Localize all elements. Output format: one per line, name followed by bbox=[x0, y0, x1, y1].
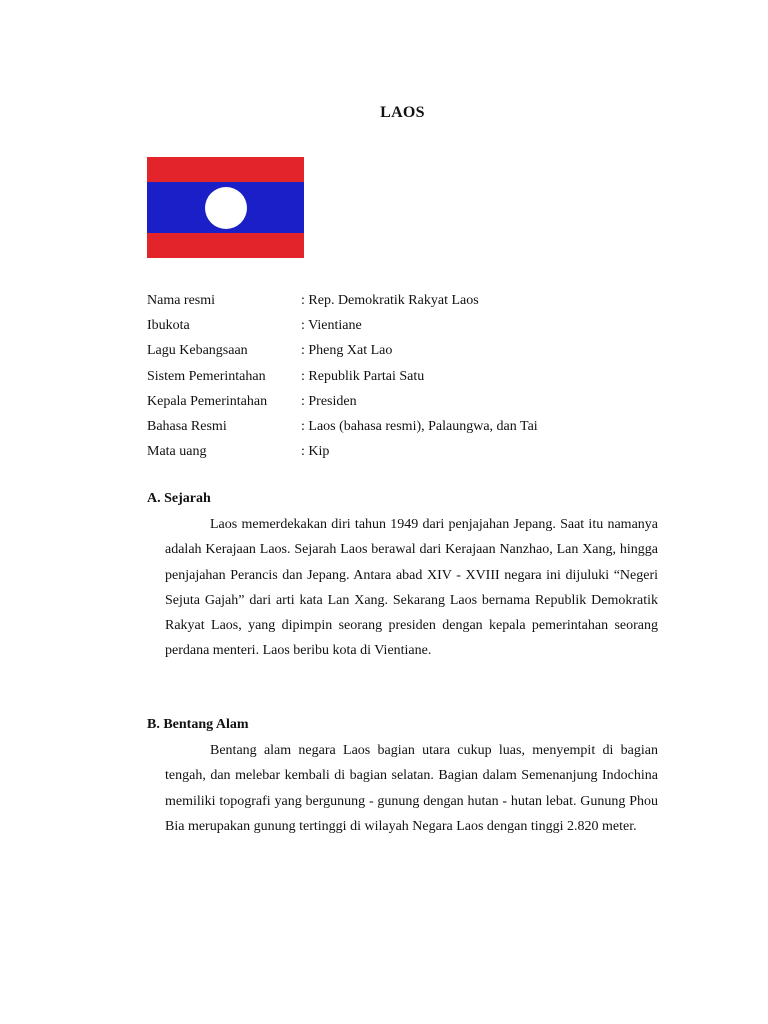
info-value: : Pheng Xat Lao bbox=[301, 343, 393, 359]
info-label: Mata uang bbox=[147, 444, 207, 460]
info-row bbox=[147, 364, 538, 389]
info-row bbox=[147, 439, 538, 464]
page-title: LAOS bbox=[380, 104, 425, 121]
info-label: Kepala Pemerintahan bbox=[147, 393, 268, 409]
country-info-table bbox=[147, 288, 538, 464]
flag-white-disc bbox=[205, 187, 247, 229]
info-value: : Vientiane bbox=[301, 318, 362, 334]
info-label: Ibukota bbox=[147, 318, 190, 334]
info-value: : Republik Partai Satu bbox=[301, 368, 425, 384]
flag-red-stripe-top bbox=[147, 157, 304, 182]
info-row bbox=[147, 338, 538, 363]
info-row bbox=[147, 313, 538, 338]
info-value: : Presiden bbox=[301, 393, 357, 409]
section-heading-sejarah: A. Sejarah bbox=[147, 491, 211, 506]
laos-flag-image bbox=[147, 157, 304, 258]
info-row bbox=[147, 389, 538, 414]
info-label: Sistem Pemerintahan bbox=[147, 368, 266, 384]
section-body-sejarah: Laos memerdekakan diri tahun 1949 dari penjajahan Jepang. Saat itu namanya adalah Kerajaan Laos. Sejarah Laos berawal dari Kerajaan Nanzhao, Lan Xang, hingga penjajahan Perancis dan Jepang. Antara abad XIV - XVIII negara ini dijuluki “Negeri Sejuta Gajah” dari arti kata Lan Xang. Sekarang Laos bernama Republik Demokratik Rakyat Laos, yang dipimpin seorang presiden dengan kepala pemerintahan seorang perdana menteri. Laos beribu kota di Vientiane. bbox=[165, 517, 658, 659]
info-value: : Laos (bahasa resmi), Palaungwa, dan Tai bbox=[301, 418, 538, 434]
info-value: : Kip bbox=[301, 444, 330, 460]
info-value: : Rep. Demokratik Rakyat Laos bbox=[301, 293, 479, 308]
info-row bbox=[147, 414, 538, 439]
info-label: Nama resmi bbox=[147, 293, 216, 308]
info-label: Bahasa Resmi bbox=[147, 418, 227, 434]
info-row bbox=[147, 288, 538, 313]
section-heading-bentang-alam: B. Bentang Alam bbox=[147, 717, 249, 732]
info-label: Lagu Kebangsaan bbox=[147, 343, 248, 359]
section-body-bentang-alam: Bentang alam negara Laos bagian utara cukup luas, menyempit di bagian tengah, dan melebar kembali di bagian selatan. Bagian dalam Semenanjung Indochina memiliki topografi yang bergunung - gunung dengan hutan - hutan lebat. Gunung Phou Bia merupakan gunung tertinggi di wilayah Negara Laos dengan tinggi 2.820 meter. bbox=[165, 743, 658, 834]
flag-red-stripe-bottom bbox=[147, 233, 304, 258]
